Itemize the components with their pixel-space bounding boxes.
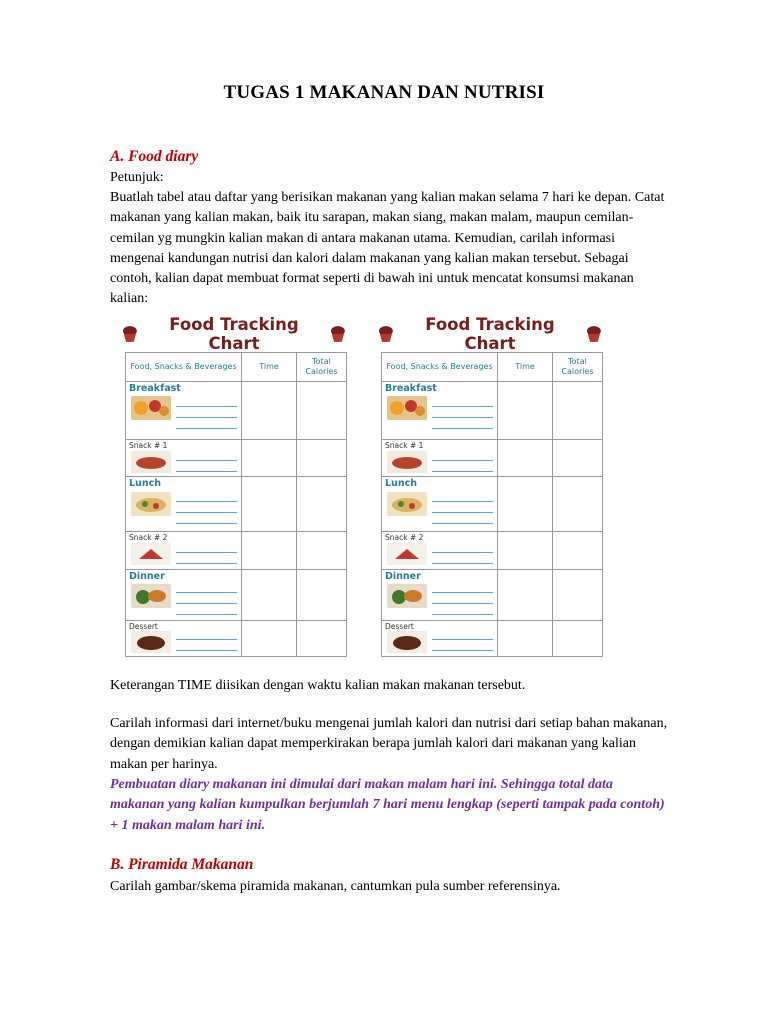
muffin-icon <box>122 325 138 343</box>
tracking-table <box>381 352 603 657</box>
document-title: TUGAS 1 MAKANAN DAN NUTRISI <box>223 82 545 103</box>
dinner-food-image <box>387 584 427 608</box>
meal-cell-lunch <box>382 477 498 532</box>
calories-cell[interactable] <box>553 570 603 621</box>
keterangan-text: Keterangan TIME diisikan dengan waktu kalian makan makanan tersebut. <box>110 678 526 693</box>
time-cell[interactable] <box>242 382 297 440</box>
chart-title-row <box>122 315 346 353</box>
calories-cell[interactable] <box>553 477 603 532</box>
snack-food-image <box>387 451 427 473</box>
chart-title: Food Tracking Chart <box>169 315 299 353</box>
time-cell[interactable] <box>498 382 553 440</box>
meal-cell-snack2 <box>126 532 242 570</box>
section-a-heading: A. Food diary <box>110 148 199 165</box>
time-cell[interactable] <box>242 621 297 657</box>
food-tracking-chart-2 <box>378 315 602 660</box>
meal-cell-breakfast <box>126 382 242 440</box>
meal-cell-dessert <box>126 621 242 657</box>
calories-cell[interactable] <box>553 382 603 440</box>
meal-cell-snack1 <box>126 440 242 477</box>
time-cell[interactable] <box>242 570 297 621</box>
dessert-food-image <box>131 631 171 653</box>
lunch-food-image <box>387 492 427 516</box>
header-food: Food, Snacks & Beverages <box>382 353 498 382</box>
snack-food-image <box>131 543 171 565</box>
header-time: Time <box>242 353 297 382</box>
time-cell[interactable] <box>242 532 297 570</box>
header-calories: Total Calories <box>553 353 603 382</box>
meal-cell-breakfast <box>382 382 498 440</box>
muffin-icon <box>378 325 394 343</box>
muffin-icon <box>586 325 602 343</box>
meal-label: Snack # 1 <box>129 441 168 450</box>
meal-cell-snack2 <box>382 532 498 570</box>
calories-cell[interactable] <box>297 621 347 657</box>
meal-label: Snack # 1 <box>385 441 424 450</box>
tracking-table <box>125 352 347 657</box>
calories-cell[interactable] <box>553 621 603 657</box>
snack-food-image <box>131 451 171 473</box>
section-b-heading: B. Piramida Makanan <box>110 856 254 873</box>
meal-label: Lunch <box>129 478 161 489</box>
meal-cell-dinner <box>126 570 242 621</box>
meal-cell-dinner <box>382 570 498 621</box>
calories-cell[interactable] <box>297 570 347 621</box>
calories-cell[interactable] <box>297 382 347 440</box>
meal-label: Snack # 2 <box>385 533 424 542</box>
meal-cell-snack1 <box>382 440 498 477</box>
calories-cell[interactable] <box>297 532 347 570</box>
breakfast-food-image <box>131 396 171 420</box>
food-tracking-chart-1 <box>122 315 346 660</box>
header-calories: Total Calories <box>297 353 347 382</box>
breakfast-food-image <box>387 396 427 420</box>
calories-cell[interactable] <box>553 532 603 570</box>
meal-cell-dessert <box>382 621 498 657</box>
snack-food-image <box>387 543 427 565</box>
meal-label: Breakfast <box>129 383 181 394</box>
meal-label: Dinner <box>129 571 165 582</box>
lunch-food-image <box>131 492 171 516</box>
meal-label: Dinner <box>385 571 421 582</box>
section-a-paragraph: Buatlah tabel atau daftar yang berisikan makanan yang kalian makan selama 7 hari ke depan. Catat makanan yang kalian makan, baik itu sarapan, makan siang, makan malam, maupun cemilan-cemilan yg mungkin kalian makan di antara makanan utama. Kemudian, carilah informasi mengenai kandungan nutrisi dan kalori dalam makanan yang kalian makan tersebut. Sebagai contoh, kalian dapat membuat format seperti di bawah ini untuk mencatat konsumsi makanan kalian: <box>110 190 665 307</box>
time-cell[interactable] <box>242 440 297 477</box>
dinner-food-image <box>131 584 171 608</box>
petunjuk-label: Petunjuk: <box>110 170 164 185</box>
header-time: Time <box>498 353 553 382</box>
time-cell[interactable] <box>242 477 297 532</box>
calories-cell[interactable] <box>553 440 603 477</box>
meal-label: Dessert <box>385 622 414 631</box>
time-cell[interactable] <box>498 477 553 532</box>
dessert-food-image <box>387 631 427 653</box>
calories-cell[interactable] <box>297 440 347 477</box>
calories-cell[interactable] <box>297 477 347 532</box>
time-cell[interactable] <box>498 621 553 657</box>
time-cell[interactable] <box>498 440 553 477</box>
carilah-info-text: Carilah informasi dari internet/buku mengenai jumlah kalori dan nutrisi dari setiap bahan makanan, dengan demikian kalian dapat memperkirakan berapa jumlah kalori dari makanan yang kalian makan per harinya. <box>110 716 668 772</box>
time-cell[interactable] <box>498 532 553 570</box>
chart-title-row <box>378 315 602 353</box>
section-b-paragraph: Carilah gambar/skema piramida makanan, cantumkan pula sumber referensinya. <box>110 879 561 894</box>
meal-cell-lunch <box>126 477 242 532</box>
time-cell[interactable] <box>498 570 553 621</box>
meal-label: Dessert <box>129 622 158 631</box>
chart-title: Food Tracking Chart <box>425 315 555 353</box>
meal-label: Snack # 2 <box>129 533 168 542</box>
meal-label: Breakfast <box>385 383 437 394</box>
muffin-icon <box>330 325 346 343</box>
header-food: Food, Snacks & Beverages <box>126 353 242 382</box>
emphasis-text: Pembuatan diary makanan ini dimulai dari makan malam hari ini. Sehingga total data makanan yang kalian kumpulkan berjumlah 7 hari menu lengkap (seperti tampak pada contoh) + 1 makan malam hari ini. <box>110 777 665 833</box>
meal-label: Lunch <box>385 478 417 489</box>
